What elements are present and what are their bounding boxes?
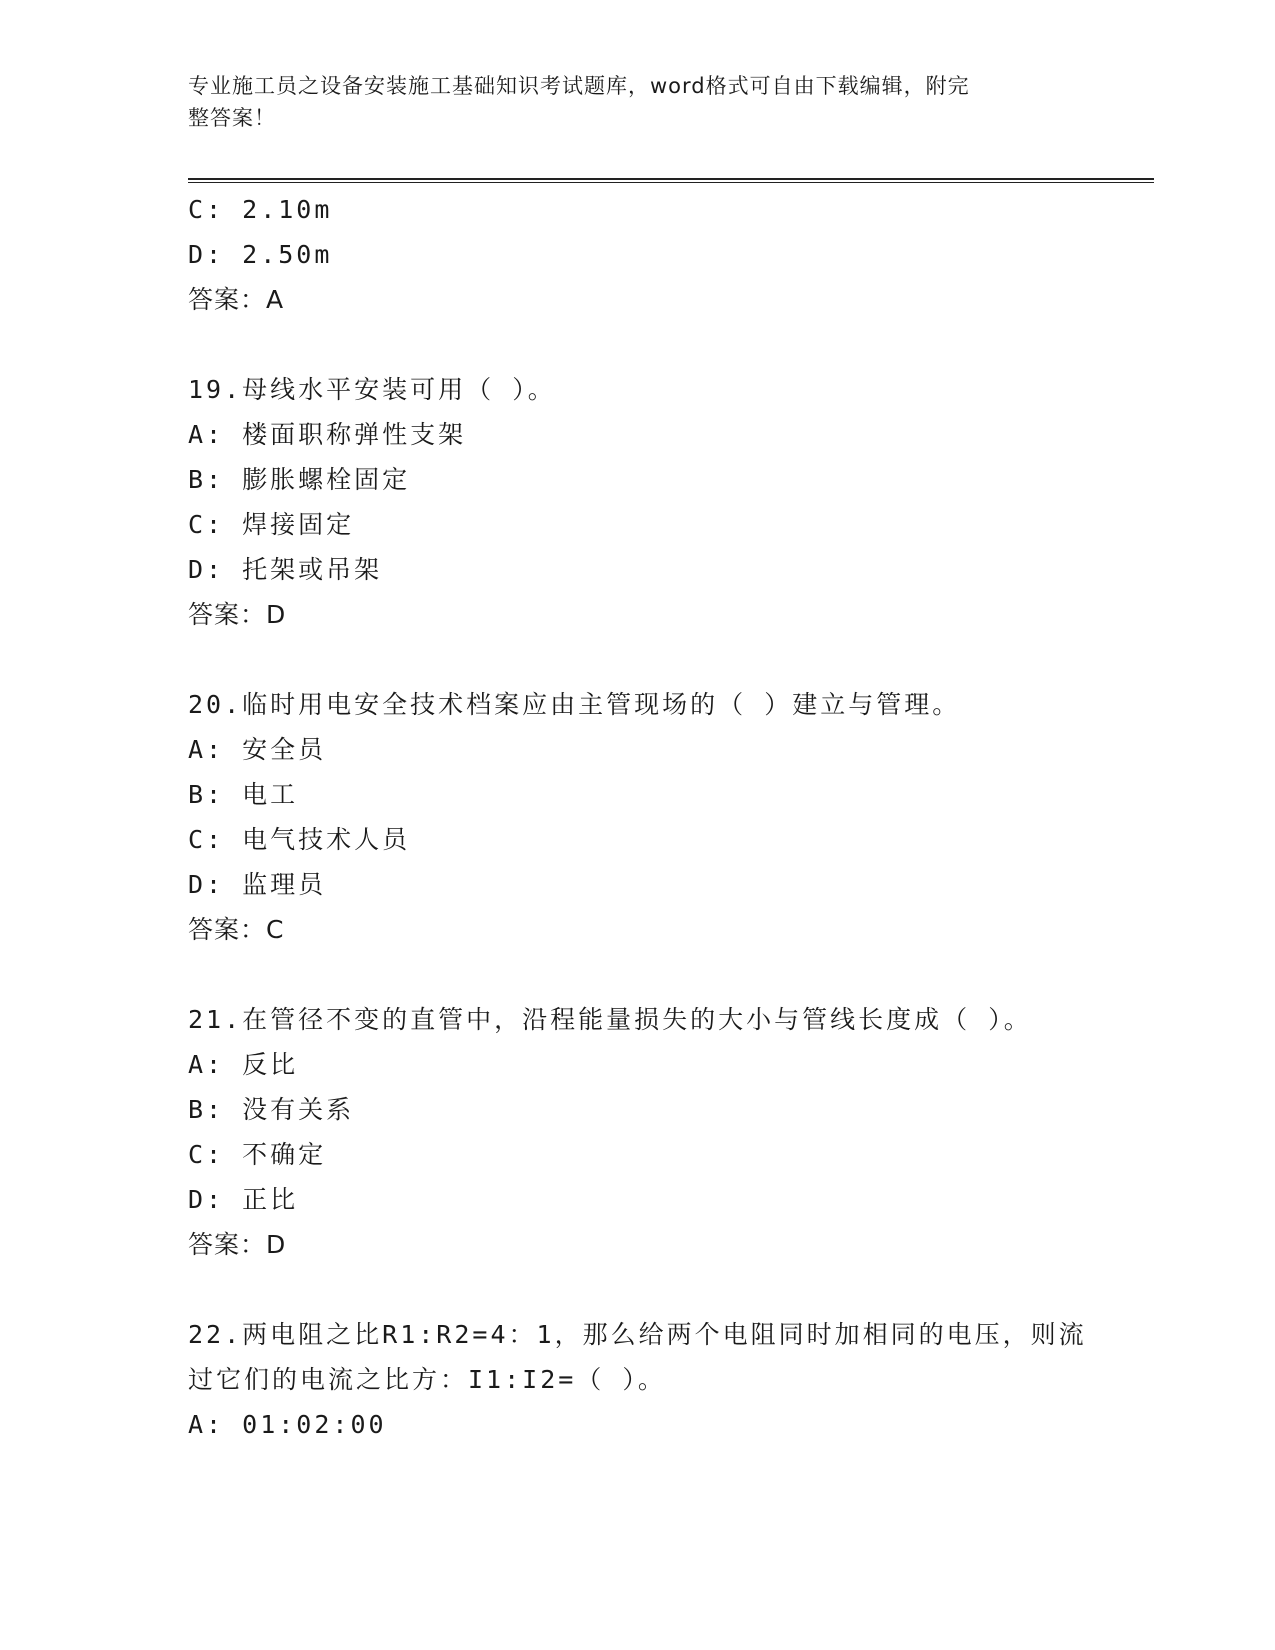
question-22-option-a: A: 01:02:00 <box>188 1410 387 1439</box>
question-20-option-d: D: 监理员 <box>188 870 327 899</box>
question-19-option-b: B: 膨胀螺栓固定 <box>188 465 411 494</box>
header-line-2: 整答案！ <box>188 106 276 130</box>
question-21-option-c: C: 不确定 <box>188 1140 327 1169</box>
question-21-answer: 答案：D <box>188 1230 287 1259</box>
prev-answer: 答案：A <box>188 285 285 314</box>
prev-option-d: D: 2.50m <box>188 240 333 269</box>
question-21-option-d: D: 正比 <box>188 1185 299 1214</box>
question-20-text: 20.临时用电安全技术档案应由主管现场的（ ）建立与管理。 <box>188 690 961 719</box>
document-header <box>188 70 1088 134</box>
header-line-1: 专业施工员之设备安装施工基础知识考试题库，word格式可自由下载编辑，附完 <box>188 74 970 98</box>
question-20-option-c: C: 电气技术人员 <box>188 825 411 854</box>
question-20-option-b: B: 电工 <box>188 780 299 809</box>
question-19-text: 19.母线水平安装可用（ ）。 <box>188 375 556 404</box>
question-22-text-line-1: 22.两电阻之比R1:R2=4：1，那么给两个电阻同时加相同的电压，则流 <box>188 1320 1087 1349</box>
question-19-answer: 答案：D <box>188 600 287 629</box>
question-19-option-a: A: 楼面职称弹性支架 <box>188 420 467 449</box>
question-22-text-line-2: 过它们的电流之比方：I1:I2=（ ）。 <box>188 1365 666 1394</box>
question-19-option-d: D: 托架或吊架 <box>188 555 383 584</box>
header-divider-thin <box>188 182 1154 183</box>
header-divider-thick <box>188 178 1154 180</box>
question-21-option-a: A: 反比 <box>188 1050 299 1079</box>
question-21-text: 21.在管径不变的直管中，沿程能量损失的大小与管线长度成（ ）。 <box>188 1005 1032 1034</box>
prev-option-c: C: 2.10m <box>188 195 333 224</box>
question-20-option-a: A: 安全员 <box>188 735 327 764</box>
question-21-option-b: B: 没有关系 <box>188 1095 355 1124</box>
question-19-option-c: C: 焊接固定 <box>188 510 355 539</box>
question-20-answer: 答案：C <box>188 915 285 944</box>
